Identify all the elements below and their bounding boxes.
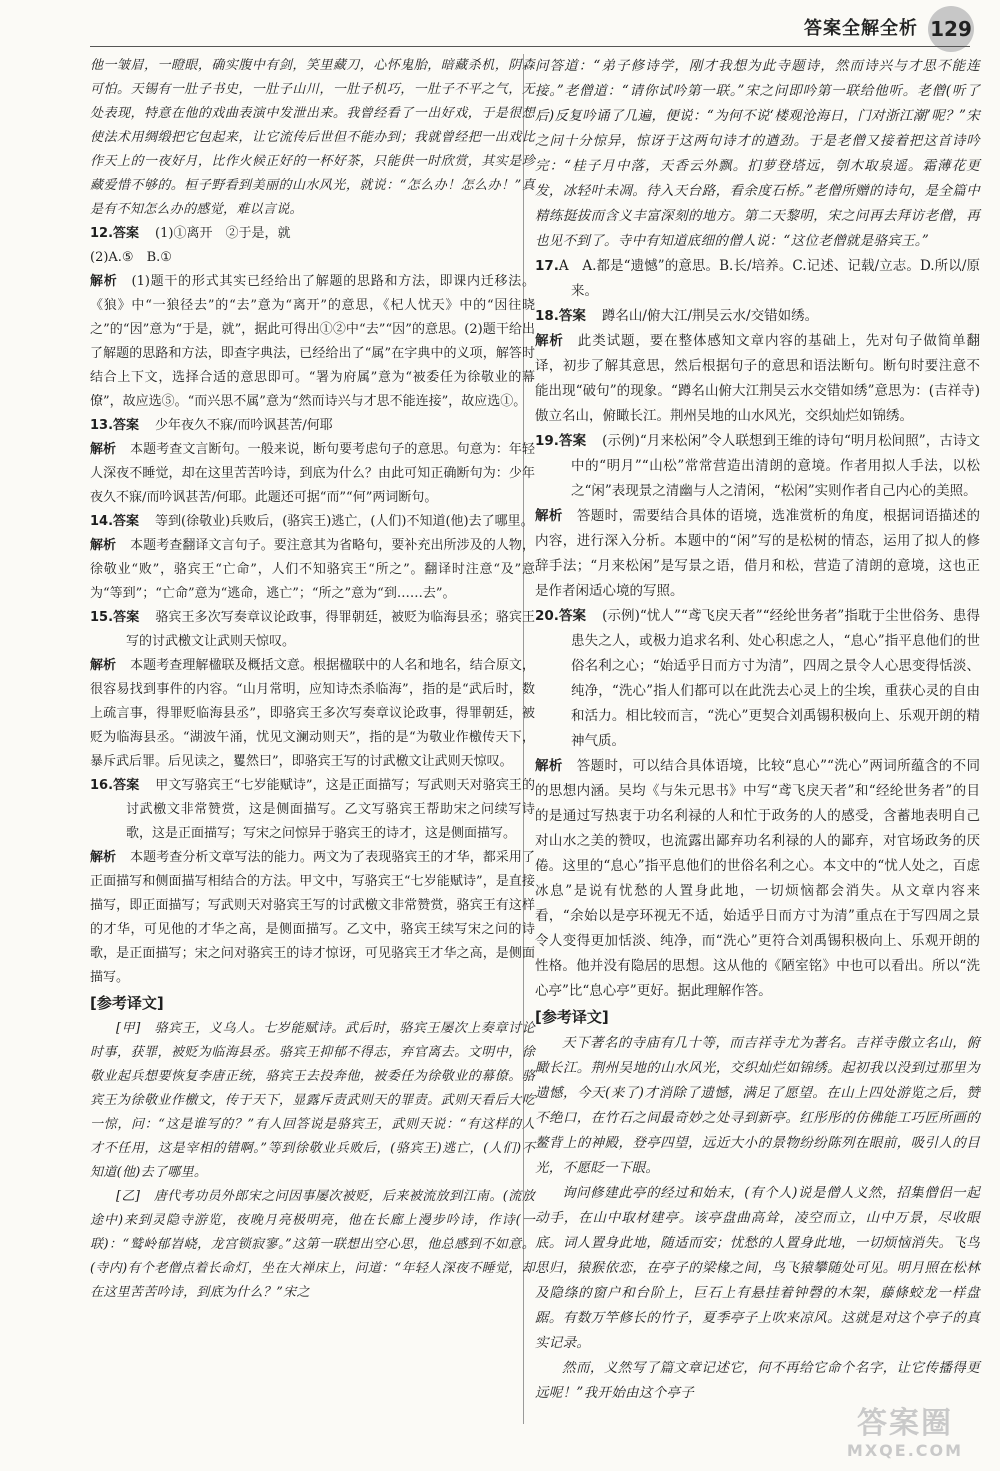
q17-answer	[535, 254, 980, 304]
header-divider	[90, 46, 970, 47]
q15-answer-text: 骆宾王多次写奏章议论政事，得罪朝廷，被贬为临海县丞；骆宾王写的讨武檄文让武则天惊叹。	[126, 610, 535, 649]
q13-analysis-label: 解析	[90, 442, 117, 457]
q18-analysis-text: 此类试题，要在整体感知文章内容的基础上，先对句子做简单翻译，初步了解其意思，然后根据句子的意思和语法断句。断句时要注意不能出现“破句”的现象。“蹲名山俯大江荆吴云水交错如绣”意思为：(吉祥寺)傲立名山，俯瞰长江。荆州吴地的山水风光，交织灿烂如锦绣。	[535, 333, 981, 424]
q19-answer-text: (示例)“月来松闲”令人联想到王维的诗句“明月松间照”，古诗文中的“明月”“山松”常常营造出清朗的意境。作者用拟人手法，以松之“闲”表现景之清幽与人之清闲，“松闲”实则作者自己内心的美照。	[571, 433, 981, 499]
q20-answer	[535, 604, 980, 754]
q19-answer-label: 答案	[558, 433, 587, 449]
q12-analysis	[90, 270, 535, 414]
q13-number: 13.	[90, 418, 114, 433]
q18-answer	[535, 304, 980, 329]
reference-translation-title: [参考译文]	[90, 994, 164, 1012]
q19-answer	[535, 429, 980, 504]
q19-analysis-text: 答题时，需要结合具体的语境，选准赏析的角度，根据词语描述的内容，进行深入分析。本题中的“闲”写的是松树的情态，运用了拟人的修辞手法；“月来松闲”是写景之语，借月和松，营造了清朗的意境，这也正是作者闲适心境的写照。	[535, 508, 981, 599]
q17-answer-text: A A.都是“遗憾”的意思。B.长/培养。C.记述、记载/立志。D.所以/原来。	[558, 258, 980, 299]
watermark-logo	[820, 1407, 990, 1465]
q16-answer-text: 甲文写骆宾王“七岁能赋诗”，这是正面描写；写武则天对骆宾王的讨武檄文非常赞赏，这是侧面描写。乙文写骆宾王帮助宋之问续写诗歌，这是正面描写；写宋之问惊异于骆宾王的诗才，这是侧面描写。	[126, 778, 535, 841]
reference-translation-yi: [乙] 唐代考功员外郎宋之问因事屡次被贬，后来被流放到江南。(流放途中)来到灵隐寺游览，夜晚月亮极明亮，他在长廊上漫步吟诗，作诗(一联)：“鹫岭郁岧峣，龙宫锁寂寥。”这第一联想出空心思，他总感到不如意。(寺内)有个老僧点着长命灯，坐在大禅床上，问道：“年轻人深夜不睡觉，却在这里苦苦吟诗，到底为什么？”宋之	[90, 1189, 535, 1300]
q14-answer-label: 答案	[113, 514, 140, 529]
q16-number: 16.	[90, 778, 114, 793]
q12-answer-text2: (2)A.⑤ B.①	[90, 250, 172, 265]
q20-analysis-label: 解析	[535, 758, 563, 774]
left-column	[90, 54, 535, 1305]
q12-number: 12.	[90, 226, 114, 241]
q18-number: 18.	[535, 308, 559, 324]
q12-analysis-text: (1)题干的形式其实已经给出了解题的思路和方法，即课内迁移法。《狼》中“一狼径去”的“去”意为“离开”的意思，《杞人忧天》中的“因往晓之”的“因”意为“于是，就”，据此可得出①②中“去”“因”的意思。(2)题干给出了解题的思路和方法，即查字典法，已经给出了“属”在字典中的义项，解答时结合上下文，选择合适的意思即可。“署为府属”意为“被委任为徐敬业的幕僚”，故应选⑤。“而兴思不属”意为“然而诗兴与才思不能连接”，故应选①。	[90, 274, 535, 409]
q12-answer	[90, 222, 535, 246]
q18-analysis	[535, 329, 980, 429]
q12-answer-label: 答案	[113, 226, 140, 241]
reference-translation-p3: 然而，义然写了篇文章记述它，何不再给它命个名字，让它传播得更远呢！”我开始由这个亭子	[535, 1360, 980, 1401]
q17-number: 17.	[535, 258, 559, 274]
q15-answer	[90, 606, 535, 654]
translation-yi-continued: 问答道：“弟子修诗学，刚才我想为此寺题诗，然而诗兴与才思不能连接。”老僧道：“请你试吟第一联。”宋之问即吟第一联给他听。老僧(听了后)反复吟诵了几遍，便说：“为何不说‘楼观沧海日，门对浙江潮’呢？”宋之问十分惊异，惊讶于这两句诗才的遒劲。于是老僧又接着把这首诗吟完：“桂子月中落，天香云外飘。扪萝登塔远，刳木取泉遥。霜薄花更发，冰轻叶未凋。待入天台路，看余度石桥。”老僧所赠的诗句，是全篇中精练挺拔而含义丰富深刻的地方。第二天黎明，宋之问再去拜访老僧，再也见不到了。寺中有知道底细的僧人说：“这位老僧就是骆宾王。”	[535, 58, 980, 249]
q19-analysis	[535, 504, 980, 604]
q16-answer	[90, 774, 535, 846]
q19-analysis-label: 解析	[535, 508, 563, 524]
watermark-url: MXQE.COM	[846, 1441, 964, 1460]
q16-analysis-text: 本题考查分析文章写法的能力。两文为了表现骆宾王的才华，都采用了正面描写和侧面描写相结合的方法。甲文中，写骆宾王“七岁能赋诗”，是直接描写，即正面描写；写武则天对骆宾王写的讨武檄文非常赞赏，骆宾王有这样的才华，可见他的才华之高，是侧面描写。乙文中，骆宾王续写宋之问的诗歌，是正面描写；宋之问对骆宾王的诗才惊讶，可见骆宾王才华之高，是侧面描写。	[90, 850, 535, 985]
q14-number: 14.	[90, 514, 114, 529]
q20-answer-label: 答案	[558, 608, 587, 624]
q13-answer	[90, 414, 535, 438]
watermark-text: 答案圈	[857, 1406, 953, 1441]
q18-answer-text: 蹲名山/俯大江/荆吴云水/交错如绣。	[601, 308, 819, 324]
reference-translation-jia: [甲] 骆宾王，义乌人。七岁能赋诗。武后时，骆宾王屡次上奏章讨论时事，获罪，被贬为临海县丞。骆宾王抑郁不得志，弃官离去。文明中，徐敬业起兵想要恢复李唐正统，骆宾王去投奔他，被委任为徐敬业的幕僚。骆宾王为徐敬业作檄文，传于天下，显露斥责武则天的罪责。武则天看后大吃一惊，问：“这是谁写的？”有人回答说是骆宾王，武则天说：“有这样的人才不任用，这是宰相的错啊。”等到徐敬业兵败后，(骆宾王)逃亡，(人们)不知道(他)去了哪里。	[90, 1021, 535, 1180]
q16-analysis	[90, 846, 535, 990]
q20-answer-text: (示例)“忧人”“鸢飞戾天者”“经纶世务者”指耽于尘世俗务、患得患失之人，或极力追求名利、处心积虑之人，“息心”指平息他们的世俗名利之心；“始适乎日而方寸为清”，四周之景令人心思变得恬淡、纯净，“洗心”指人们都可以在此洗去心灵上的尘埃，重获心灵的自由和活力。相比较而言，“洗心”更契合刘禹锡积极向上、乐观开朗的精神气质。	[571, 608, 981, 749]
q20-number: 20.	[535, 608, 559, 624]
q13-answer-label: 答案	[113, 418, 140, 433]
q16-answer-label: 答案	[113, 778, 140, 793]
q20-analysis-text: 答题时，可以结合具体语境，比较“息心”“洗心”两词所蕴含的不同的思想内涵。吴均《与朱元思书》中写“鸢飞戾天者”和“经纶世务者”的目的是通过写热衷于功名利禄的人和忙于政务的人的感受，含蓄地表明自己对山水之美的赞叹，也流露出鄙弃功名利禄的人的鄙弃，对官场政务的厌倦。这里的“息心”指平息他们的世俗名利之心。本文中的“忧人处之，百虑冰息”是说有忧愁的人置身此地，一切烦恼都会消失。从文章内容来看，“余始以是亭环视无不适，始适乎日而方寸为清”重点在于写四周之景令人变得更加恬淡、纯净，而“洗心”更符合刘禹锡积极向上、乐观开朗的性格。他并没有隐居的思想。这从他的《陋室铭》中也可以看出。所以“洗心亭”比“息心亭”更好。据此理解作答。	[535, 758, 981, 999]
right-column	[535, 54, 980, 1406]
q20-analysis	[535, 754, 980, 1004]
q16-analysis-label: 解析	[90, 850, 117, 865]
q15-analysis-text: 本题考查理解楹联及概括文意。根据楹联中的人名和地名，结合原文，很容易找到事件的内容。“山月常明，应知诗杰杀临海”，指的是“武后时，数上疏言事，得罪贬临海县丞”，即骆宾王多次写奏章议论政事，得罪朝廷，被贬为临海县丞。“湖波午涌，忧见文澜动则天”，指的是“为敬业作檄传天下，暴斥武后罪。后见读之，矍然曰”，即骆宾王写的讨武檄文让武则天惊叹。	[90, 658, 535, 769]
q18-analysis-label: 解析	[535, 333, 564, 349]
q13-answer-text: 少年夜久不寐/而吟讽甚苦/何耶	[155, 418, 333, 433]
q13-analysis	[90, 438, 535, 510]
q14-analysis	[90, 534, 535, 606]
q14-answer-text: 等到(徐敬业)兵败后，(骆宾王)逃亡，(人们)不知道(他)去了哪里。	[155, 514, 534, 529]
q15-analysis	[90, 654, 535, 774]
q18-answer-label: 答案	[558, 308, 586, 324]
page-number-badge: 129	[928, 6, 974, 52]
q13-analysis-text: 本题考查文言断句。一般来说，断句要考虑句子的意思。句意为：年轻人深夜不睡觉，却在这里苦苦吟诗，到底为什么？由此可知正确断句为：少年夜久不寐/而吟讽甚苦/何耶。此题还可据“而”“何”两词断句。	[90, 442, 535, 505]
q15-answer-label: 答案	[113, 610, 140, 625]
q12-analysis-label: 解析	[90, 274, 118, 289]
q14-analysis-label: 解析	[90, 538, 117, 553]
q14-answer	[90, 510, 535, 534]
q14-analysis-text: 本题考查翻译文言句子。要注意其为省略句，要补充出所涉及的人物，徐敬业“败”，骆宾王“亡命”，人们不知骆宾王“所之”。翻译时注意“及”意为“等到”；“亡命”意为“逃命，逃亡”；“所之”意为“到……去”。	[90, 538, 535, 601]
reference-translation-p1: 天下著名的寺庙有几十等，而吉祥寺尤为著名。吉祥寺傲立名山，俯瞰长江。荆州吴地的山水风光，交织灿烂如锦绣。起初我以没到过那里为遗憾，今天(来了)才消除了遗憾，满足了愿望。在山上四处游览之后，赞不绝口，在竹石之间最奇妙之处寻到新亭。红彤彤的仿佛能工巧匠所画的鳌背上的神殿，登亭四望，远近大小的景物纷纷陈列在眼前，吸引人的目光，不愿眨一下眼。	[535, 1035, 980, 1176]
reference-translation-title-2: [参考译文]	[535, 1008, 609, 1026]
header-title: 答案全解全析	[804, 18, 918, 39]
q12-answer-text1: (1)①离开 ②于是，就	[155, 226, 291, 241]
reference-translation-p2: 询问修建此亭的经过和始末，(有个人)说是僧人义然，招集僧侣一起动手，在山中取材建亭。该亭盘曲高耸，凌空而立，山中万景，尽收眼底。词人置身此地，随适而安；忧愁的人置身此地，一切烦恼消失。飞鸟思归，猿猴依恋，在亭子的梁椽之间，鸟飞猿攀随处可见。明月照在松林及隐绦的窗户和台阶上，巨石上有悬挂着钟磬的木架，藤條蛟龙一样盘踞。有数万竿修长的竹子，夏季亭子上吹来凉风。这就是对这个亭子的真实记录。	[535, 1185, 980, 1351]
q19-number: 19.	[535, 433, 559, 449]
q15-number: 15.	[90, 610, 114, 625]
q15-analysis-label: 解析	[90, 658, 117, 673]
translation-continued: 他一皱眉，一瞪眼，确实腹中有剑，笑里藏刀，心怀鬼胎，暗藏杀机，阴森可怕。天锡有一肚子书史，一肚子山川，一肚子机巧，一肚子不平之气，无处表现，特意在他的戏曲表演中发泄出来。我曾经看了一出好戏，于是很想使法术用绸缎把它包起来，让它流传后世但不能办到；我就曾经把一出戏比作天上的一夜好月，比作火候正好的一杯好茶，只能供一时欣赏，其实是珍藏爱惜不够的。桓子野看到美丽的山水风光，就说：“怎么办！怎么办！”真是有不知怎么办的感觉，难以言说。	[90, 58, 535, 217]
